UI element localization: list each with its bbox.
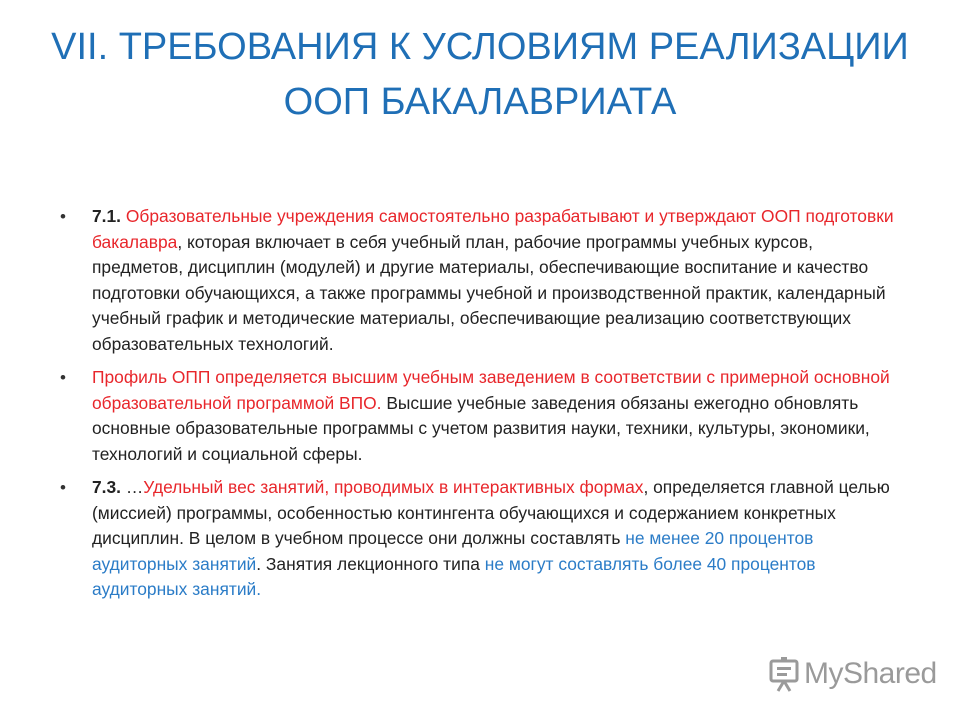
- section-number: 7.1.: [92, 206, 122, 226]
- bullet-dot: •: [60, 368, 66, 387]
- presentation-board-icon: [768, 657, 800, 693]
- watermark: [768, 655, 937, 695]
- bullet-dot: •: [60, 207, 66, 226]
- bullet-item-7-1: [60, 204, 900, 357]
- body-text: , которая включает в себя учебный план, рабочие программы учебных курсов, предметов, дисциплин (модулей) и другие материалы, обеспечивающие воспитание и качество подготовки обучающихся, а также программы учебной и производственной практик, календарный учебный график и методические материалы, обеспечивающие реализацию соответствующих образовательных технологий.: [92, 231, 886, 354]
- watermark-text: MyShared: [804, 657, 937, 690]
- body-text: . Занятия лекционного типа: [256, 553, 485, 574]
- bullet-item-7-3: [60, 475, 900, 603]
- blue-highlight-text: не могут составлять более 40 процентов аудиторных занятий: [92, 553, 816, 599]
- blue-highlight-text: не менее 20 процентов аудиторных занятий: [92, 528, 814, 574]
- bullet-list: [60, 204, 900, 611]
- title-line-1: VII. ТРЕБОВАНИЯ К УСЛОВИЯМ РЕАЛИЗАЦИИ: [51, 26, 909, 68]
- body-text: Высшие учебные заведения обязаны ежегодно обновлять основные образовательные программы с учетом развития науки, техники, культуры, экономики, технологий и социальной сферы.: [92, 392, 870, 464]
- body-text-end: .: [256, 579, 262, 599]
- bullet-dot: •: [60, 478, 66, 497]
- highlight-text: Удельный вес занятий, проводимых в интерактивных формах: [143, 477, 644, 497]
- bullet-item-profile: [60, 365, 900, 467]
- slide-title: [40, 20, 920, 130]
- highlight-text: Образовательные учреждения самостоятельно разрабатывают и утверждают ООП подготовки бакалавра: [92, 206, 894, 252]
- ellipsis-prefix: …: [121, 477, 144, 497]
- title-line-2: ООП БАКАЛАВРИАТА: [283, 81, 677, 123]
- highlight-text: Профиль ОПП определяется высшим учебным заведением в соответствии с примерной основной образовательной программой ВПО.: [92, 367, 890, 413]
- body-text: , определяется главной целью (миссией) программы, особенностью контингента обучающихся и содержанием конкретных дисциплин. В целом в учебном процессе они должны составлять: [92, 477, 890, 548]
- section-number: 7.3.: [92, 477, 122, 497]
